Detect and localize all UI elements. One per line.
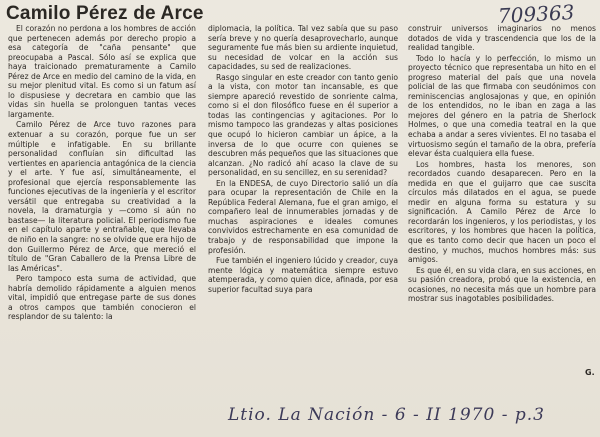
author-initial: G. <box>585 368 595 377</box>
handwritten-catalog-number: 709363 <box>497 0 575 28</box>
paragraph: El corazón no perdona a los hombres de acción que pertenecen además por derecho propio a esa categoría de "caña pensante" que preocupaba a Pascal. Sólo así se explica que haya traicionado prematuramente a Camilo Pérez de Arce en medio del camino de la vida, en su mejor plenitud vital. Es como si un fatum así lo dispusiese y decretara en cambio que las vidas sin huella se prolonguen tantas veces largamente. <box>8 24 196 119</box>
paragraph: Pero tampoco esta suma de actividad, que habría demolido rápidamente a alguien menos vital, impidió que entregase parte de sus dones a otros campos que también conocieron el resplandor de su talento: la <box>8 274 196 322</box>
article-column-2 <box>208 24 398 295</box>
handwritten-source-note: Ltio. La Nación - 6 - II 1970 - p.3 <box>228 405 545 425</box>
paragraph: Es que él, en su vida clara, en sus acciones, en su pasión creadora, probó que la existencia, en ocasiones, no necesita más que un hombre para mostrar sus inagotables posibilidades. <box>408 265 596 304</box>
paragraph: construir universos imaginarios no menos dotados de vida y trascendencia que los de la realidad tangible. <box>408 24 596 53</box>
paragraph: Fue también el ingeniero lúcido y creador, cuya mente lógica y matemática siempre estuvo atemperada, y como quien dice, afinada, por esa superior facultad suya para <box>208 256 398 294</box>
article-column-1 <box>8 24 196 323</box>
paragraph: Camilo Pérez de Arce tuvo razones para extenuar a su corazón, porque fue un ser múltiple e infatigable. En su brillante personalidad confluían sin dificultad las vertientes en apariencia antagónica de la ciencia y el arte. Y fue así, simultáneamente, el profesional que ejercía responsablemente las funciones ejecutivas de la ingeniería y el escritor versátil que entregaba su creatividad a la novela, la dramaturgia y —como si aún no bastase— la literatura policial. El periodismo fue en el capítulo aparte y entrañable, que llevaba de niño en la sangre: no se olvide que era hijo de don Guillermo Pérez de Arce, que mereció el título de "Gran Caballero de la Prensa Libre de las Américas". <box>8 120 196 273</box>
paragraph: Todo lo hacía y lo perfección, lo mismo un proyecto técnico que representaba un hito en el progreso material del país que una novela policial de las que firmaba con seudónimos con reminiscencias anglosajonas y que, en opinión de los entendidos, no le iban en zaga a las mejores del género en la patria de Sherlock Holmes, o que una comedia teatral en la que echaba a andar a seres vivientes. El no tasaba el virtuosismo según el tamaño de la obra, prefería elevar ésta cualquiera ella fuese. <box>408 53 596 159</box>
paragraph: En la ENDESA, de cuyo Directorio salió un día para ocupar la representación de Chile en la República Federal Alemana, fue el gran amigo, el compañero leal de innumerables jornadas y de muchas aspiraciones e ideales comunes convividos estrechamente en esa comunidad de trabajo y de responsabilidad que impone la profesión. <box>208 178 398 255</box>
paragraph: Los hombres, hasta los menores, son recordados cuando desaparecen. Pero en la medida en que el guijarro que cae suscita círculos más dilatados en el agua, se puede medir en alguna forma su estatura y su significación. A Camilo Pérez de Arce lo recordarán los ingenieros, y los periodistas, y los escritores, y los hombres que hacen la política, que es tanto como decir que hacen un poco el destino, y muchos, muchos hombres más: sus amigos. <box>408 159 596 265</box>
article-title: Camilo Pérez de Arce <box>6 3 204 24</box>
paragraph: diplomacia, la política. Tal vez sabía que su paso sería breve y no quería desaprovecharlo, aunque seguramente fue más bien su ardiente inquietud, su necesidad de volcar en la acción sus capacidades, su sed de realizaciones. <box>208 24 398 72</box>
paragraph: Rasgo singular en este creador con tanto genio a la vista, con motor tan incansable, es que siempre apareció revestido de sonriente calma, como si el don filosófico fuese en él superior a todas las contingencias y agitaciones. Por lo mismo tampoco las grandezas y altas posiciones que ocupó lo hicieron cambiar un ápice, a la inversa de lo que ocurre con quienes se descubren más pequeños que las situaciones que alcanzan. ¿No radicó ahí acaso la clave de su personalidad, en su sencillez, en su serenidad? <box>208 72 398 178</box>
article-column-3 <box>408 24 596 305</box>
